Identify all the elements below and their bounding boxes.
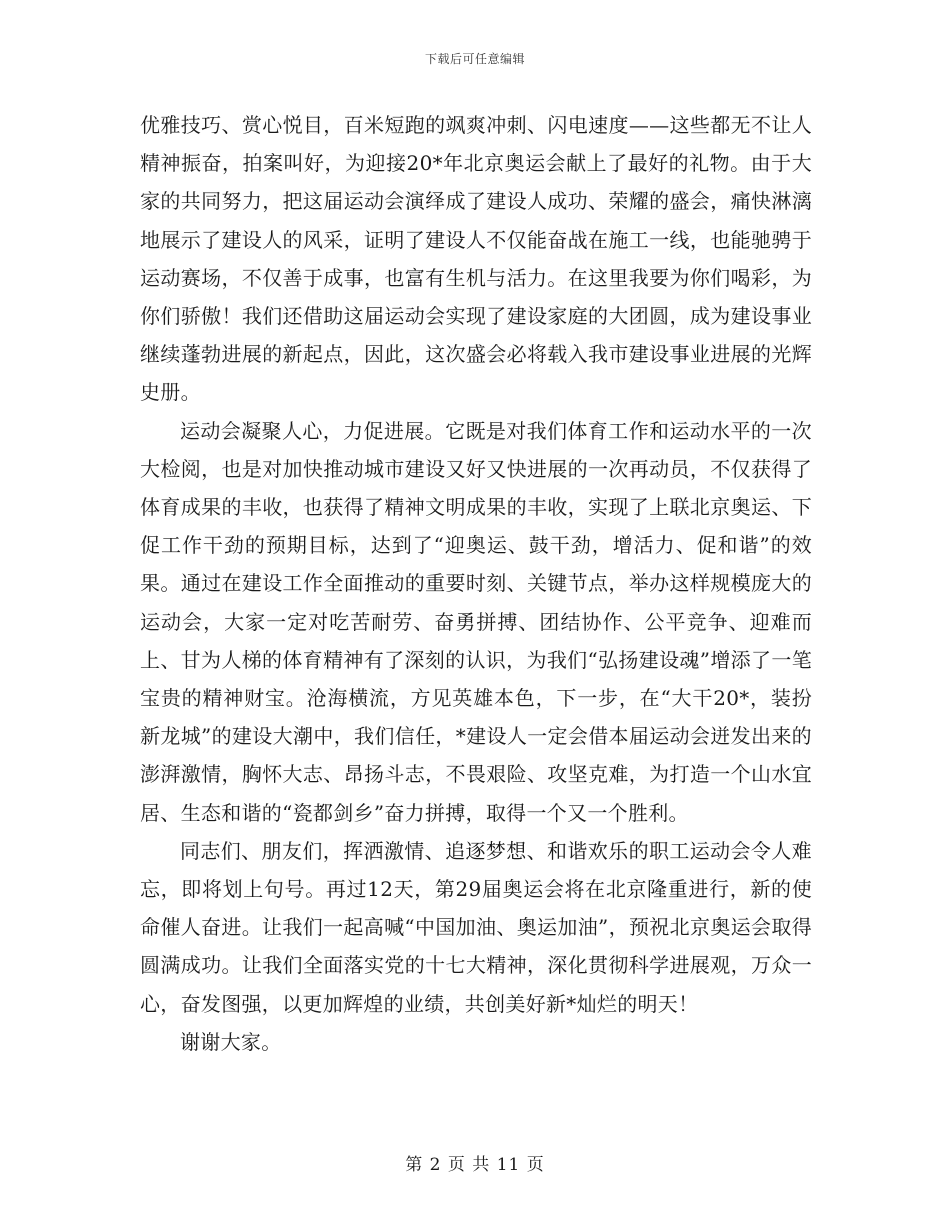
document-body [140,106,812,1061]
page-header-note: 下载后可任意编辑 [424,52,525,66]
page-number-footer: 第 2 页 共 11 页 [405,1155,545,1175]
paragraph-closing: 同志们、朋友们，挥洒激情、追逐梦想、和谐欢乐的职工运动会令人难忘，即将划上句号。再过12天，第29届奥运会将在北京隆重进行，新的使命催人奋进。让我们一起高喊“中国加油、奥运加油”，预祝北京奥运会取得圆满成功。让我们全面落实党的十七大精神，深化贯彻科学进展观，万众一心，奋发图强，以更加辉煌的业绩，共创美好新*灿烂的明天！ [140,838,812,1016]
paragraph-continuation: 优雅技巧、赏心悦目，百米短跑的飒爽冲刺、闪电速度——这些都无不让人精神振奋，拍案叫好，为迎接20*年北京奥运会献上了最好的礼物。由于大家的共同努力，把这届运动会演绎成了建设人成功、荣耀的盛会，痛快淋漓地展示了建设人的风采，证明了建设人不仅能奋战在施工一线，也能驰骋于运动赛场，不仅善于成事，也富有生机与活力。在这里我要为你们喝彩，为你们骄傲！我们还借助这届运动会实现了建设家庭的大团圆，成为建设事业继续蓬勃进展的新起点，因此，这次盛会必将载入我市建设事业进展的光辉史册。 [140,113,812,405]
paragraph-sports-meet: 运动会凝聚人心，力促进展。它既是对我们体育工作和运动水平的一次大检阅，也是对加快推动城市建设又好又快进展的一次再动员，不仅获得了体育成果的丰收，也获得了精神文明成果的丰收，实现了上联北京奥运、下促工作干劲的预期目标，达到了“迎奥运、鼓干劲，增活力、促和谐”的效果。通过在建设工作全面推动的重要时刻、关键节点，举办这样规模庞大的运动会，大家一定对吃苦耐劳、奋勇拼搏、团结协作、公平竞争、迎难而上、甘为人梯的体育精神有了深刻的认识，为我们“弘扬建设魂”增添了一笔宝贵的精神财宝。沧海横流，方见英雄本色，下一步，在“大干20*，装扮新龙城”的建设大潮中，我们信任，*建设人一定会借本届运动会迸发出来的澎湃激情，胸怀大志、昂扬斗志，不畏艰险、攻坚克难，为打造一个山水宜居、生态和谐的“瓷都剑乡”奋力拼搏，取得一个又一个胜利。 [140,418,812,825]
paragraph-thanks: 谢谢大家。 [180,1029,282,1054]
